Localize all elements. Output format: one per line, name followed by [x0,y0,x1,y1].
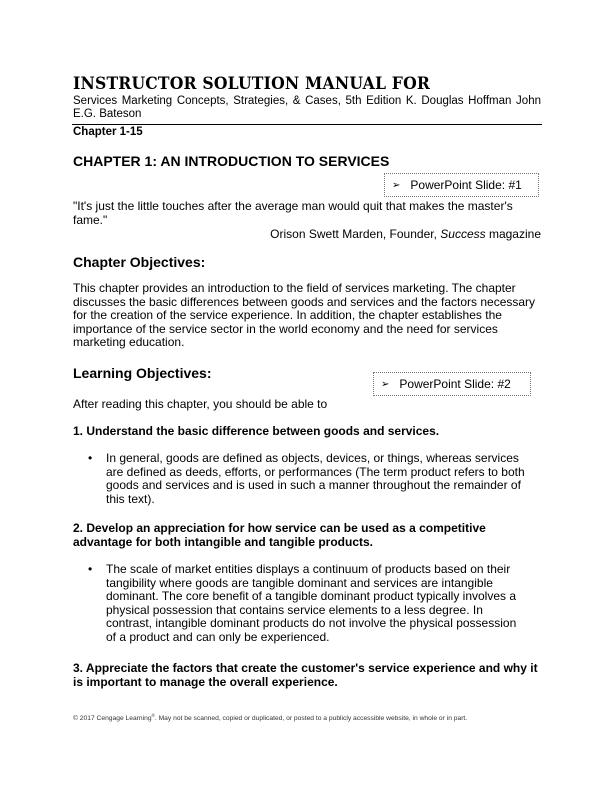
learning-objective-3: 3. Appreciate the factors that create the customer's service experience and why it is important to manage the overall experience. [73,661,538,689]
registered-mark: ® [151,713,155,718]
bullet-dot-icon: • [88,562,93,576]
arrow-bullet-icon: ➢ [392,179,401,191]
after-reading-text: After reading this chapter, you should be able to [73,397,328,411]
bullet-text-2: The scale of market entities displays a continuum of products based on their tangibility where goods are tangible dominant and services are intangible dominant. The core benefit of a tangible dominant product typically involves a physical possession that contains service elements to a less degree. In contrast, intangible dominant products do not involve the physical possession of a product and can only be experienced. [106,562,517,644]
book-subtitle: Services Marketing Concepts, Strategies, & Cases, 5th Edition K. Douglas Hoffman John E.G. Bateson [73,95,541,120]
copyright-footer [73,713,467,722]
attribution-magazine: Success [440,227,486,241]
chapter-range: Chapter 1-15 [73,126,143,138]
powerpoint-slide-label-2: PowerPoint Slide: #2 [399,377,511,391]
learning-objective-1: 1. Understand the basic difference between goods and services. [73,424,440,438]
chapter-objectives-text: This chapter provides an introduction to the field of services marketing. The chapter discusses the basic differences between goods and services and the factors necessary for the creation of the service experience. In addition, the chapter establishes the importance of the service sector in the world economy and the need for services marketing education. [73,281,536,349]
powerpoint-slide-box-1 [384,173,539,197]
footer-suffix: . May not be scanned, copied or duplicated, or posted to a publicly accessible website, in whole or in part. [154,715,468,723]
attribution-suffix: magazine [485,227,541,241]
chapter-quote: "It's just the little touches after the average man would quit that makes the master's fame." [73,199,513,227]
quote-attribution [73,227,541,241]
learning-objective-2: 2. Develop an appreciation for how service can be used as a competitive advantage for both intangible and tangible products. [73,521,486,549]
footer-prefix: © 2017 Cengage Learning [73,715,152,723]
bullet-dot-icon: • [88,451,93,465]
bullet-item-2 [88,563,528,644]
chapter-objectives-heading: Chapter Objectives: [73,254,206,270]
powerpoint-slide-box-2 [373,372,531,396]
manual-title: INSTRUCTOR SOLUTION MANUAL FOR [73,74,431,94]
powerpoint-slide-label-1: PowerPoint Slide: #1 [410,178,522,192]
attribution-prefix: Orison Swett Marden, Founder, [270,227,441,241]
bullet-item-1 [88,452,528,506]
chapter-heading: CHAPTER 1: AN INTRODUCTION TO SERVICES [73,153,390,169]
arrow-bullet-icon: ➢ [381,378,390,390]
learning-objectives-heading: Learning Objectives: [73,365,212,381]
header-rule [72,124,542,125]
bullet-text-1: In general, goods are defined as objects, devices, or things, whereas services are defined as deeds, efforts, or performances (The term product refers to both goods and services and is used in such a manner throughout the remainder of this text). [106,451,525,506]
